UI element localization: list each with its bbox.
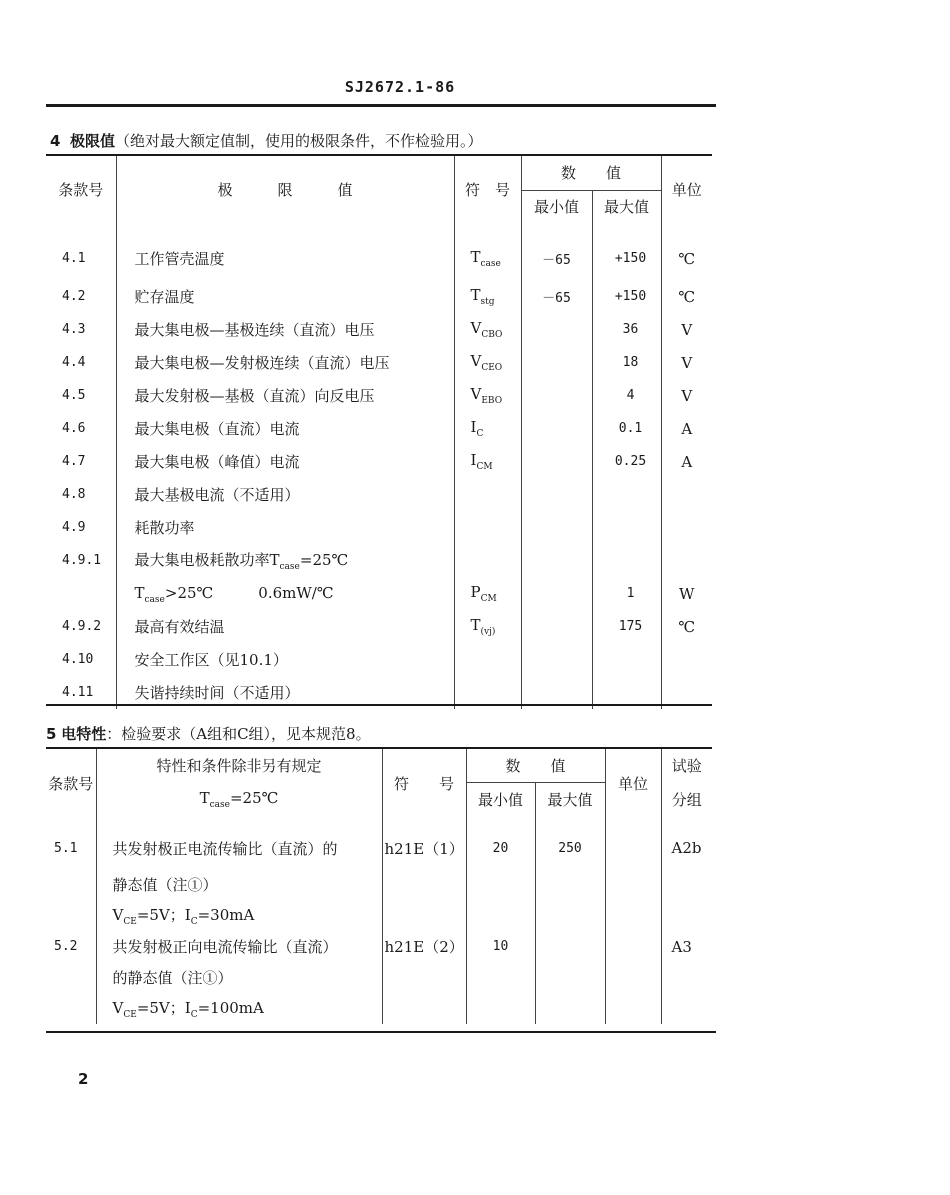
param-text: 工作管壳温度 [134,250,225,268]
page-number: 2 [78,1070,89,1088]
t5-max-cell [535,931,605,962]
t5-cond-cell [96,869,382,900]
t5-max-header: 最大值 [535,782,605,817]
limits-row [46,445,712,478]
t5-symbol-cell: h21E（2） [382,931,466,962]
param-text: 最大集电极—发射极连续（直流）电压 [134,354,390,372]
section4-subtitle: （绝对最大额定值制，使用的极限条件，不作检验用。） [115,132,483,150]
unit-cell: A [661,445,712,478]
min-cell [521,511,592,544]
param-text: 最大基极电流（不适用） [134,486,300,504]
t5-cond-header-2 [96,782,382,817]
t5-min-cell: 20 [466,817,535,869]
max-cell: 36 [592,313,661,346]
t5-symbol-cell: h21E（1） [382,817,466,869]
t5-cond-cell [96,931,382,962]
col-clause-header: 条款号 [58,181,104,199]
symbol-cell [454,445,521,478]
min-cell [521,346,592,379]
clause-cell: 4.5 [62,388,86,403]
min-cell [521,379,592,412]
t5-cond-cell [96,962,382,993]
param-cell [116,544,454,577]
t5-group-header-1: 试验 [661,749,712,782]
symbol-cell [454,223,521,280]
t5-unit-cell [605,869,661,900]
clause-cell: 4.8 [62,487,86,502]
electrical-row [46,993,712,1024]
limits-row [46,511,712,544]
min-cell [521,478,592,511]
t5-group-cell [661,962,712,993]
t5-cond-cell [96,993,382,1024]
symbol-sub: CM [476,462,493,472]
param-text: 最高有效结温 [134,618,225,636]
t5-group-cell [661,869,712,900]
min-cell [521,313,592,346]
t5-min-cell [466,900,535,931]
cond-line2: 静态值（注①） [112,876,218,894]
unit-cell [661,643,712,676]
param-text: 安全工作区（见10.1） [134,651,288,669]
symbol-cell [454,478,521,511]
limits-row [46,478,712,511]
clause-cell: 4.4 [62,355,86,370]
limits-table [46,156,712,709]
limits-row [46,544,712,577]
symbol-cell [454,577,521,610]
section4-heading [50,130,483,151]
param-tail: =25℃ [299,551,349,569]
cond-line3: $V_{CE}=5V$；$I_C=30mA$ [112,906,255,927]
t5-unit-cell [605,900,661,931]
unit-cell: V [661,346,712,379]
param-cell [116,445,454,478]
t5-cond-header-1: 特性和条件除非另有规定 [96,749,382,782]
limits-row [46,346,712,379]
t5-min-cell [466,962,535,993]
t5-unit-cell [605,962,661,993]
symbol-sub: case [480,259,501,269]
param-text: 失谐持续时间（不适用） [134,684,300,702]
symbol-sub: EBO [481,396,503,406]
param-cell [116,379,454,412]
unit-cell: ℃ [661,280,712,313]
max-cell: 0.1 [592,412,661,445]
t5-max-cell [535,900,605,931]
t5-group-cell: A2b [661,817,712,869]
col-min-header: 最小值 [521,190,592,223]
unit-cell [661,511,712,544]
min-cell [521,544,592,577]
param-text: 最大集电极—基极连续（直流）电压 [134,321,375,339]
t5-cond-cell [96,817,382,869]
param-cell [116,610,454,643]
t5-values-header: 数 值 [466,749,605,782]
t5-symbol-header: 符 号 [382,749,466,817]
document-header: SJ2672.1-86 [344,78,456,96]
min-cell [521,445,592,478]
section5-title: 电特性 [61,725,107,743]
header-rule [46,104,716,107]
unit-cell: V [661,313,712,346]
symbol-cell [454,610,521,643]
unit-cell [661,478,712,511]
t5-max-cell [535,962,605,993]
max-cell: +150 [592,280,661,313]
unit-cell: A [661,412,712,445]
section4-number: 4 [50,132,61,150]
symbol-cell [454,313,521,346]
unit-cell: V [661,379,712,412]
t5-max-cell [535,869,605,900]
table5-bottom-rule [46,1031,716,1033]
symbol-sub: (vj) [480,627,496,637]
t5-min-header: 最小值 [466,782,535,817]
clause-cell: 4.9.1 [62,553,102,568]
unit-cell: ℃ [661,223,712,280]
t5-clause-cell: 5.1 [54,840,78,856]
table4-bottom-rule [46,704,712,706]
symbol-sub: C [476,429,484,439]
electrical-row [46,817,712,869]
cond-line1: 共发射极正电流传输比（直流）的 [112,839,338,858]
t5-symbol-cell [382,869,466,900]
t5-unit-cell [605,993,661,1024]
electrical-row [46,962,712,993]
clause-cell: 4.9.2 [62,619,102,634]
min-cell: －65 [521,280,592,313]
col-param-header: 极 限 值 [116,156,454,223]
unit-cell: ℃ [661,610,712,643]
param-text: T [134,584,145,602]
limits-row [46,643,712,676]
max-cell [592,643,661,676]
col-values-header: 数 值 [521,156,661,190]
symbol-sub: CEO [481,363,503,373]
param-cell [116,280,454,313]
param-cell [116,313,454,346]
min-cell [521,610,592,643]
param-cell [116,511,454,544]
t5-group-header-2: 分组 [661,782,712,817]
t5-clause-cell [46,869,96,900]
symbol-sub: stg [480,297,495,307]
t5-clause-cell: 5.2 [54,939,78,954]
cond-line3: $V_{CE}=5V$；$I_C=100mA$ [112,999,264,1020]
electrical-table [46,749,712,1024]
t5-symbol-cell [382,962,466,993]
symbol-main: T [470,248,481,266]
symbol-main: T [470,286,481,304]
param-text: 贮存温度 [134,288,195,306]
param-cell [116,643,454,676]
col-unit-header: 单位 [661,156,712,223]
max-cell: 0.25 [592,445,661,478]
col-max-header: 最大值 [592,190,661,223]
section4-title: 极限值 [69,132,115,150]
param-cell [116,223,454,280]
cond-line1: 共发射极正向电流传输比（直流） [112,938,338,956]
t5-symbol-cell [382,993,466,1024]
max-cell: 18 [592,346,661,379]
t5-group-cell [661,900,712,931]
limits-row [46,610,712,643]
max-cell: 4 [592,379,661,412]
clause-cell: 4.3 [62,322,86,337]
clause-cell: 4.10 [62,652,94,667]
min-cell [521,577,592,610]
t5-cond-sym: T [199,789,210,807]
symbol-cell [454,412,521,445]
section5-heading [46,723,371,744]
t5-min-cell [466,869,535,900]
symbol-sub: CM [480,594,497,604]
symbol-sub: CBO [481,330,503,340]
cond-line2: 的静态值（注①） [112,969,233,987]
symbol-cell [454,511,521,544]
param-text: 耗散功率 [134,519,195,537]
param-text: 最大集电极耗散功率T [134,551,280,569]
clause-cell: 4.1 [62,251,86,266]
symbol-main: V [470,319,482,337]
t5-clause-cell [46,993,96,1024]
param-cell [116,478,454,511]
limits-row [46,223,712,280]
t5-min-cell: 10 [466,931,535,962]
param-cell [116,577,454,610]
t5-cond-tail: =25℃ [229,789,279,807]
param-sub: case [279,562,300,572]
symbol-main: P [470,583,481,601]
electrical-row [46,931,712,962]
param-text: 最大集电极（直流）电流 [134,420,300,438]
unit-cell: W [661,577,712,610]
symbol-main: I [470,451,477,469]
t5-unit-cell [605,817,661,869]
min-cell [521,643,592,676]
param-tail: >25℃ 0.6mW/℃ [164,584,334,602]
clause-cell: 4.7 [62,454,86,469]
symbol-cell [454,643,521,676]
max-cell [592,544,661,577]
t5-clause-cell [46,962,96,993]
clause-cell: 4.11 [62,685,94,700]
t5-cond-sub: case [209,800,230,810]
max-cell [592,478,661,511]
clause-cell: 4.6 [62,421,86,436]
symbol-main: V [470,385,482,403]
limits-row [46,313,712,346]
symbol-cell [454,280,521,313]
limits-row [46,280,712,313]
t5-max-cell: 250 [535,817,605,869]
max-cell: +150 [592,223,661,280]
limits-row [46,379,712,412]
symbol-main: I [470,418,477,436]
t5-group-cell: A3 [661,931,712,962]
param-cell [116,412,454,445]
param-text: 最大集电极（峰值）电流 [134,453,300,471]
t5-unit-cell [605,931,661,962]
max-cell: 1 [592,577,661,610]
clause-cell: 4.2 [62,289,86,304]
section5-subtitle: ：检验要求（A组和C组），见本规范8。 [106,725,371,743]
t5-clause-cell [46,900,96,931]
electrical-row [46,900,712,931]
symbol-cell [454,346,521,379]
limits-row [46,412,712,445]
t5-group-cell [661,993,712,1024]
limits-row [46,577,712,610]
clause-cell: 4.9 [62,520,86,535]
max-cell: 175 [592,610,661,643]
t5-unit-header: 单位 [605,749,661,817]
min-cell: －65 [521,223,592,280]
symbol-main: T [470,616,481,634]
symbol-main: V [470,352,482,370]
param-sub: case [144,595,165,605]
section5-number: 5 [46,725,57,743]
electrical-row [46,869,712,900]
t5-min-cell [466,993,535,1024]
param-cell [116,346,454,379]
col-symbol-header: 符 号 [454,156,521,223]
clause-cell [46,577,116,610]
unit-cell [661,544,712,577]
t5-cond-cell [96,900,382,931]
symbol-cell [454,544,521,577]
min-cell [521,412,592,445]
param-text: 最大发射极—基极（直流）向反电压 [134,387,375,405]
t5-max-cell [535,993,605,1024]
max-cell [592,511,661,544]
symbol-cell [454,379,521,412]
t5-clause-header: 条款号 [48,774,94,793]
t5-symbol-cell [382,900,466,931]
